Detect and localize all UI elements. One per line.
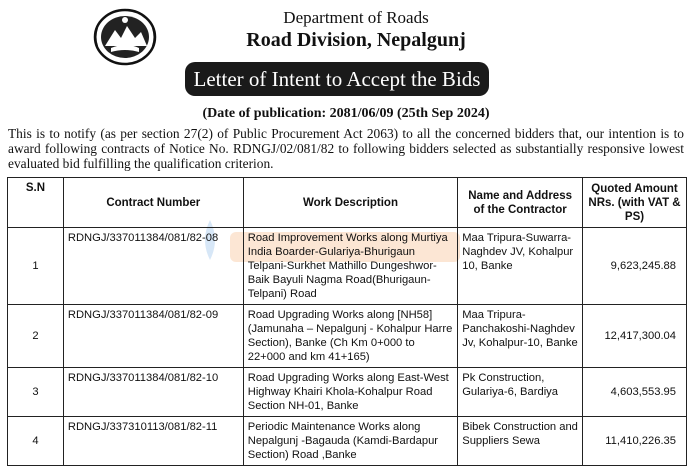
row-work-description: Road Improvement Works along Murtiya India Boarder-Gulariya-Bhurigaun Telpani-Surkhet Mathillo Dungeshwor-Baik Bayuli Nagma Road(Bhurigaun-Telpani) Road (243, 228, 458, 305)
row-sn: 3 (8, 368, 64, 417)
row-quoted-amount: 11,410,226.35 (583, 417, 687, 466)
row-contract-number: RDNGJ/337011384/081/82-09 (63, 305, 243, 368)
row-contract-number: RDNGJ/337310113/081/82-11 (63, 417, 243, 466)
row-contractor: Maa Tripura-Panchakoshi-Naghdev Jv, Kohalpur-10, Banke (458, 305, 583, 368)
table-row (8, 417, 687, 466)
bids-table (7, 177, 687, 466)
table-header-row (8, 178, 687, 228)
notice-paragraph: This is to notify (as per section 27(2) of Public Procurement Act 2063) to all the concerned bidders that, our intention is to award following contracts of Notice No. RDNGJ/02/081/82 to following bidders selected as substantially responsive lowest evaluated bid fulfilling the qualification criterion. (8, 126, 684, 171)
header-quoted-amount: Quoted Amount NRs. (with VAT & PS) (583, 178, 687, 228)
row-sn: 4 (8, 417, 64, 466)
letter-header (0, 8, 692, 52)
row-sn: 2 (8, 305, 64, 368)
division-name: Road Division, Nepalgunj (246, 29, 466, 51)
row-contractor: Maa Tripura-Suwarra-Naghdev JV, Kohalpur 10, Banke (458, 228, 583, 305)
title-banner: Letter of Intent to Accept the Bids (185, 62, 489, 96)
header-sn: S.N (8, 178, 64, 228)
row-contract-number: RDNGJ/337011384/081/82-08 (63, 228, 243, 305)
header-work-description: Work Description (243, 178, 458, 228)
row-work-description: Road Upgrading Works along East-West Highway Khairi Khola-Kohalpur Road Section NH-01, Banke (243, 368, 458, 417)
department-name: Department of Roads (283, 8, 429, 27)
table-row (8, 305, 687, 368)
row-quoted-amount: 9,623,245.88 (583, 228, 687, 305)
publication-date: (Date of publication: 2081/06/09 (25th Sep 2024) (202, 106, 490, 121)
header-contract-number: Contract Number (63, 178, 243, 228)
table-row (8, 228, 687, 305)
row-work-description: Road Upgrading Works along [NH58] (Jamunaha – Nepalgunj - Kohalpur Harre Section), Banke (Ch Km 0+000 to 22+000 and km 41+165) (243, 305, 458, 368)
table-row (8, 368, 687, 417)
row-quoted-amount: 4,603,553.95 (583, 368, 687, 417)
row-quoted-amount: 12,417,300.04 (583, 305, 687, 368)
row-sn: 1 (8, 228, 64, 305)
row-contract-number: RDNGJ/337011384/081/82-10 (63, 368, 243, 417)
row-work-description: Periodic Maintenance Works along Nepalgunj -Bagauda (Kamdi-Bardapur Section) Road ,Banke (243, 417, 458, 466)
row-contractor: Pk Construction, Gulariya-6, Bardiya (458, 368, 583, 417)
header-contractor: Name and Address of the Contractor (458, 178, 583, 228)
row-contractor: Bibek Construction and Suppliers Sewa (458, 417, 583, 466)
